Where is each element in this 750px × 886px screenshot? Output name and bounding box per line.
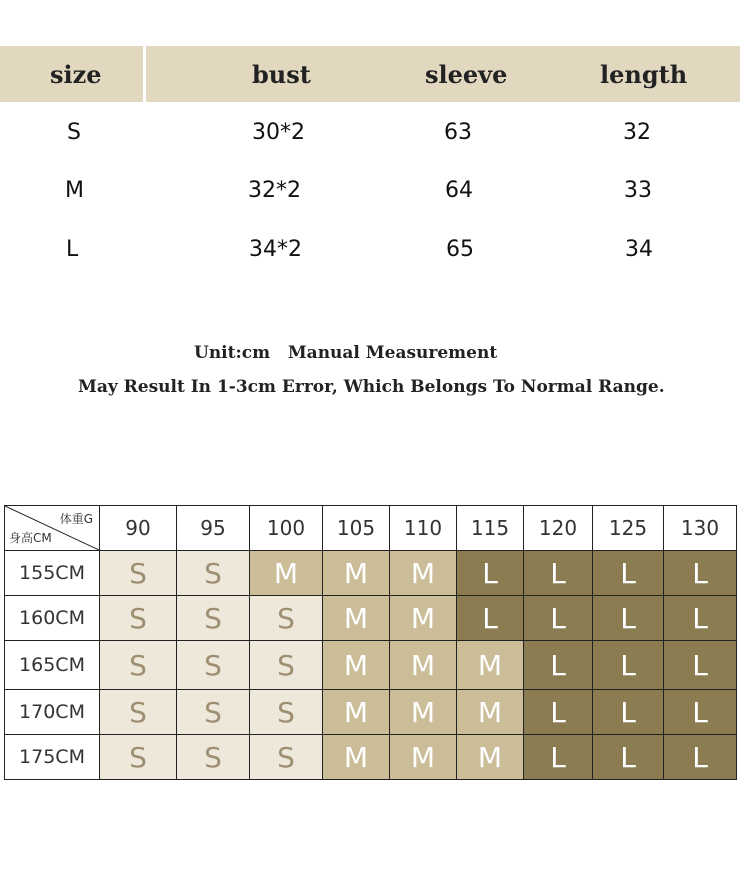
size-cell: L <box>593 690 664 735</box>
size-cell: L <box>664 735 737 780</box>
header-size: size <box>50 60 102 89</box>
row-l-sleeve: 65 <box>446 237 474 262</box>
size-cell: M <box>457 641 524 690</box>
size-cell: S <box>100 641 177 690</box>
size-cell: L <box>664 596 737 641</box>
size-cell: S <box>177 690 250 735</box>
size-cell: L <box>593 641 664 690</box>
height-label: 165CM <box>5 641 100 690</box>
size-cell: M <box>323 735 390 780</box>
error-note: May Result In 1-3cm Error, Which Belongs To Normal Range. <box>78 377 665 397</box>
size-chart-row <box>5 551 737 596</box>
size-cell: M <box>250 551 323 596</box>
header-length: length <box>600 60 688 89</box>
size-cell: L <box>524 551 593 596</box>
size-chart-row <box>5 735 737 780</box>
row-s-length: 32 <box>623 120 651 145</box>
row-l-size: L <box>66 237 79 262</box>
weight-105: 105 <box>323 506 390 551</box>
height-label: 155CM <box>5 551 100 596</box>
row-m-bust: 32*2 <box>248 178 301 203</box>
height-label: 175CM <box>5 735 100 780</box>
weight-125: 125 <box>593 506 664 551</box>
size-chart-row <box>5 596 737 641</box>
size-cell: L <box>524 641 593 690</box>
weight-115: 115 <box>457 506 524 551</box>
measurement-table-header <box>0 46 740 102</box>
size-cell: S <box>250 690 323 735</box>
size-cell: S <box>177 596 250 641</box>
size-cell: M <box>390 596 457 641</box>
weight-axis-label: 体重G <box>59 512 93 526</box>
size-chart-row <box>5 641 737 690</box>
size-cell: S <box>250 596 323 641</box>
size-chart-table <box>4 505 737 780</box>
size-cell: S <box>100 690 177 735</box>
row-m-length: 33 <box>624 178 652 203</box>
size-cell: S <box>177 735 250 780</box>
size-cell: S <box>177 641 250 690</box>
size-cell: M <box>323 641 390 690</box>
size-cell: L <box>524 596 593 641</box>
height-axis-label: 身高CM <box>9 531 52 545</box>
size-cell: S <box>100 735 177 780</box>
size-cell: M <box>323 551 390 596</box>
weight-120: 120 <box>524 506 593 551</box>
row-s-sleeve: 63 <box>444 120 472 145</box>
size-cell: M <box>323 690 390 735</box>
size-cell: M <box>457 735 524 780</box>
size-cell: L <box>593 735 664 780</box>
size-chart-row <box>5 690 737 735</box>
size-cell: L <box>457 596 524 641</box>
weight-100: 100 <box>250 506 323 551</box>
size-cell: M <box>390 641 457 690</box>
size-cell: M <box>323 596 390 641</box>
size-cell: S <box>177 551 250 596</box>
size-cell: L <box>664 690 737 735</box>
size-cell: L <box>524 690 593 735</box>
size-cell: L <box>664 551 737 596</box>
size-cell: L <box>664 641 737 690</box>
size-cell: L <box>593 551 664 596</box>
size-cell: S <box>100 551 177 596</box>
row-l-length: 34 <box>625 237 653 262</box>
corner-cell <box>5 506 100 551</box>
weight-130: 130 <box>664 506 737 551</box>
weight-header-row <box>5 506 737 551</box>
weight-90: 90 <box>100 506 177 551</box>
row-m-size: M <box>65 178 84 203</box>
size-cell: L <box>457 551 524 596</box>
row-l-bust: 34*2 <box>249 237 302 262</box>
size-cell: M <box>390 551 457 596</box>
unit-note: Unit:cm Manual Measurement <box>194 343 498 363</box>
row-m-sleeve: 64 <box>445 178 473 203</box>
weight-95: 95 <box>177 506 250 551</box>
size-cell: M <box>457 690 524 735</box>
size-cell: S <box>100 596 177 641</box>
size-cell: L <box>524 735 593 780</box>
height-label: 160CM <box>5 596 100 641</box>
row-s-bust: 30*2 <box>252 120 305 145</box>
weight-110: 110 <box>390 506 457 551</box>
size-cell: M <box>390 690 457 735</box>
size-cell: S <box>250 735 323 780</box>
size-cell: L <box>593 596 664 641</box>
height-label: 170CM <box>5 690 100 735</box>
size-cell: M <box>390 735 457 780</box>
header-divider <box>143 46 146 102</box>
header-bust: bust <box>252 60 311 89</box>
header-sleeve: sleeve <box>425 60 508 89</box>
size-cell: S <box>250 641 323 690</box>
row-s-size: S <box>67 120 81 145</box>
